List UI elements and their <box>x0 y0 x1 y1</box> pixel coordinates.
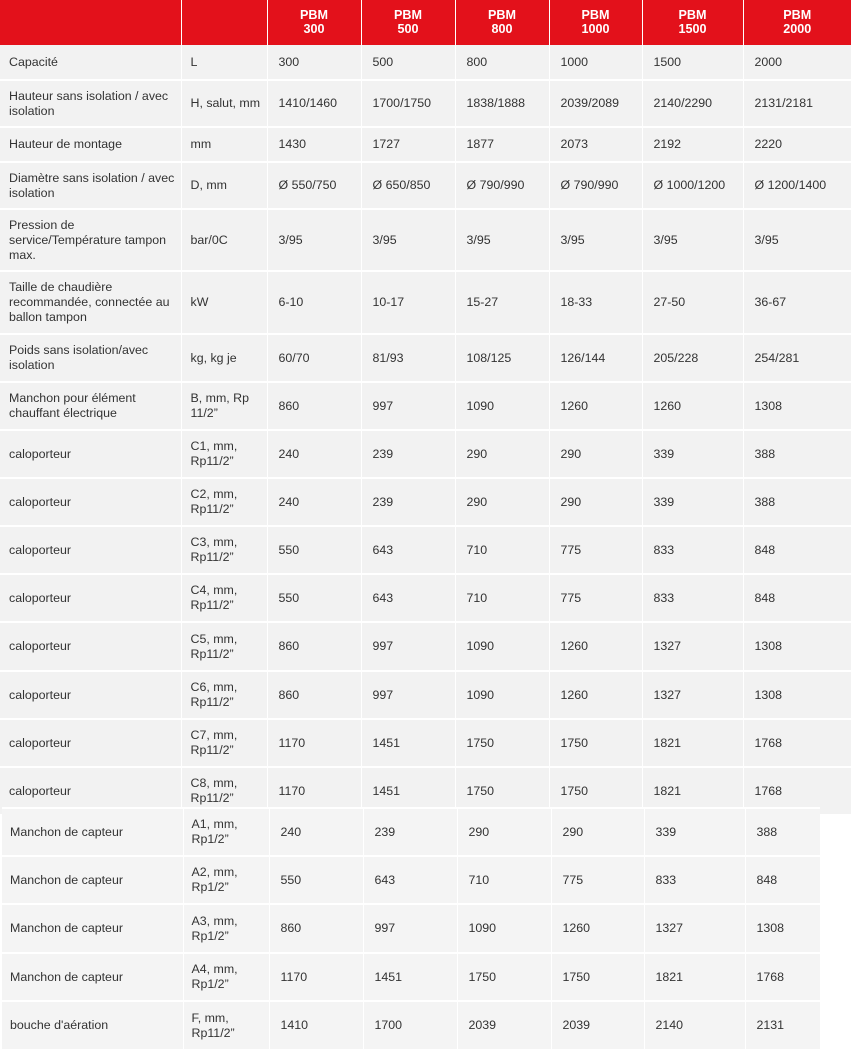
table-row <box>0 127 851 162</box>
pbm-2000-cell: 36-67 <box>743 271 851 334</box>
table-row <box>0 45 851 80</box>
parameter-cell: caloporteur <box>0 574 181 622</box>
pbm-300-cell: 300 <box>267 45 361 80</box>
pbm-500-cell: 1700/1750 <box>361 80 455 127</box>
pbm-300-cell: 1170 <box>269 953 363 1001</box>
parameter-cell: Taille de chaudière recommandée, connectée au ballon tampon <box>0 271 181 334</box>
parameter-cell: caloporteur <box>0 622 181 671</box>
pbm-500-cell: 10-17 <box>361 271 455 334</box>
pbm-300-cell: 6-10 <box>267 271 361 334</box>
parameter-cell: Manchon pour élément chauffant électrique <box>0 382 181 430</box>
pbm-800-cell: 800 <box>455 45 549 80</box>
pbm-1000-cell: 1260 <box>549 382 642 430</box>
pbm-500-cell: 500 <box>361 45 455 80</box>
unit-cell: kW <box>181 271 267 334</box>
unit-cell: A1, mm, Rp1/2” <box>183 808 269 856</box>
pbm-500-cell: Ø 650/850 <box>361 162 455 209</box>
pbm-2000-cell: 3/95 <box>743 209 851 271</box>
pbm-2000-cell: 848 <box>745 856 820 904</box>
pbm-300-cell: 240 <box>269 808 363 856</box>
unit-cell: C1, mm, Rp11/2” <box>181 430 267 478</box>
parameter-cell: Manchon de capteur <box>2 856 183 904</box>
pbm-1000-cell: 3/95 <box>549 209 642 271</box>
pbm-300-cell: 3/95 <box>267 209 361 271</box>
pbm-300-cell: 240 <box>267 478 361 526</box>
pbm-2000-cell: 1768 <box>743 767 851 814</box>
pbm-300-cell: 550 <box>267 574 361 622</box>
model-header-7: PBM 2000 <box>743 0 851 45</box>
pbm-2000-cell: 388 <box>743 430 851 478</box>
pbm-1000-cell: 1750 <box>549 767 642 814</box>
table-row <box>0 622 851 671</box>
pbm-300-cell: 60/70 <box>267 334 361 382</box>
pbm-2000-cell: 1308 <box>743 622 851 671</box>
pbm-1500-cell: 2140 <box>644 1001 745 1049</box>
pbm-800-cell: 108/125 <box>455 334 549 382</box>
pbm-800-cell: 1750 <box>457 953 551 1001</box>
table-row <box>0 271 851 334</box>
pbm-800-cell: 1750 <box>455 719 549 767</box>
pbm-300-cell: 550 <box>269 856 363 904</box>
pbm-300-cell: 860 <box>267 671 361 719</box>
pbm-1500-cell: 1821 <box>642 767 743 814</box>
table-row <box>2 904 820 953</box>
table-row <box>0 209 851 271</box>
pbm-500-cell: 643 <box>363 856 457 904</box>
pbm-500-cell: 1451 <box>361 719 455 767</box>
table-row <box>2 856 820 904</box>
pbm-1000-cell: Ø 790/990 <box>549 162 642 209</box>
pbm-800-cell: 290 <box>455 430 549 478</box>
pbm-1000-cell: 775 <box>551 856 644 904</box>
pbm-300-cell: 1410 <box>269 1001 363 1049</box>
pbm-800-cell: 710 <box>457 856 551 904</box>
pbm-1000-cell: 1260 <box>549 622 642 671</box>
unit-cell: C7, mm, Rp11/2” <box>181 719 267 767</box>
parameter-cell: Manchon de capteur <box>2 953 183 1001</box>
pbm-1000-cell: 1260 <box>551 904 644 953</box>
model-header-6: PBM 1500 <box>642 0 743 45</box>
pbm-2000-cell: 1308 <box>743 671 851 719</box>
sensor-table <box>2 807 820 1049</box>
parameter-cell: Diamètre sans isolation / avec isolation <box>0 162 181 209</box>
pbm-1500-cell: Ø 1000/1200 <box>642 162 743 209</box>
pbm-800-cell: 710 <box>455 526 549 574</box>
pbm-1500-cell: 1327 <box>642 671 743 719</box>
pbm-800-cell: 2039 <box>457 1001 551 1049</box>
unit-cell: C6, mm, Rp11/2” <box>181 671 267 719</box>
pbm-800-cell: 710 <box>455 574 549 622</box>
pbm-1000-cell: 126/144 <box>549 334 642 382</box>
header-row <box>0 0 851 45</box>
pbm-800-cell: 290 <box>455 478 549 526</box>
pbm-800-cell: 3/95 <box>455 209 549 271</box>
parameter-cell: bouche d'aération <box>2 1001 183 1049</box>
pbm-2000-cell: 2220 <box>743 127 851 162</box>
pbm-1500-cell: 2140/2290 <box>642 80 743 127</box>
unit-cell: A2, mm, Rp1/2” <box>183 856 269 904</box>
table-row <box>0 382 851 430</box>
pbm-1000-cell: 2073 <box>549 127 642 162</box>
pbm-800-cell: Ø 790/990 <box>455 162 549 209</box>
pbm-500-cell: 1727 <box>361 127 455 162</box>
pbm-800-cell: 1090 <box>455 671 549 719</box>
unit-cell: B, mm, Rp 11/2” <box>181 382 267 430</box>
pbm-300-cell: 1170 <box>267 719 361 767</box>
parameter-cell: caloporteur <box>0 719 181 767</box>
header-blank-cell <box>0 0 181 45</box>
model-header-5: PBM 1000 <box>549 0 642 45</box>
pbm-1000-cell: 775 <box>549 526 642 574</box>
pbm-300-cell: 240 <box>267 430 361 478</box>
table-row <box>0 80 851 127</box>
pbm-1000-cell: 775 <box>549 574 642 622</box>
pbm-1000-cell: 1260 <box>549 671 642 719</box>
pbm-1500-cell: 833 <box>642 526 743 574</box>
table-row <box>0 162 851 209</box>
pbm-2000-cell: 2000 <box>743 45 851 80</box>
pbm-1500-cell: 1821 <box>644 953 745 1001</box>
pbm-300-cell: Ø 550/750 <box>267 162 361 209</box>
pbm-1000-cell: 290 <box>551 808 644 856</box>
pbm-1500-cell: 27-50 <box>642 271 743 334</box>
unit-cell: L <box>181 45 267 80</box>
pbm-1000-cell: 1750 <box>549 719 642 767</box>
pbm-500-cell: 239 <box>361 430 455 478</box>
parameter-cell: Manchon de capteur <box>2 904 183 953</box>
pbm-1000-cell: 290 <box>549 430 642 478</box>
parameter-cell: Pression de service/Température tampon max. <box>0 209 181 271</box>
pbm-500-cell: 81/93 <box>361 334 455 382</box>
unit-cell: A3, mm, Rp1/2” <box>183 904 269 953</box>
pbm-2000-cell: 848 <box>743 526 851 574</box>
unit-cell: H, salut, mm <box>181 80 267 127</box>
pbm-1000-cell: 2039/2089 <box>549 80 642 127</box>
pbm-300-cell: 550 <box>267 526 361 574</box>
pbm-800-cell: 15-27 <box>455 271 549 334</box>
unit-cell: kg, kg je <box>181 334 267 382</box>
pbm-1500-cell: 2192 <box>642 127 743 162</box>
pbm-1500-cell: 833 <box>642 574 743 622</box>
pbm-1500-cell: 833 <box>644 856 745 904</box>
pbm-1500-cell: 1500 <box>642 45 743 80</box>
pbm-1500-cell: 3/95 <box>642 209 743 271</box>
parameter-cell: Manchon de capteur <box>2 808 183 856</box>
unit-cell: C8, mm, Rp11/2” <box>181 767 267 814</box>
table-row <box>0 719 851 767</box>
pbm-2000-cell: 848 <box>743 574 851 622</box>
unit-cell: C4, mm, Rp11/2” <box>181 574 267 622</box>
pbm-300-cell: 860 <box>267 382 361 430</box>
pbm-2000-cell: 1768 <box>745 953 820 1001</box>
pbm-2000-cell: Ø 1200/1400 <box>743 162 851 209</box>
pbm-500-cell: 239 <box>361 478 455 526</box>
unit-cell: C5, mm, Rp11/2” <box>181 622 267 671</box>
pbm-300-cell: 1410/1460 <box>267 80 361 127</box>
table-row <box>0 430 851 478</box>
parameter-cell: caloporteur <box>0 767 181 814</box>
pbm-1500-cell: 205/228 <box>642 334 743 382</box>
table-row <box>0 334 851 382</box>
parameter-cell: caloporteur <box>0 478 181 526</box>
pbm-1500-cell: 339 <box>644 808 745 856</box>
unit-cell: C2, mm, Rp11/2” <box>181 478 267 526</box>
unit-cell: D, mm <box>181 162 267 209</box>
pbm-2000-cell: 388 <box>745 808 820 856</box>
table-row <box>0 574 851 622</box>
pbm-1000-cell: 1750 <box>551 953 644 1001</box>
pbm-1500-cell: 339 <box>642 478 743 526</box>
table-row <box>0 478 851 526</box>
parameter-cell: Capacité <box>9 54 58 69</box>
table-row <box>0 671 851 719</box>
parameter-cell: Poids sans isolation/avec isolation <box>0 334 181 382</box>
pbm-300-cell: 1170 <box>267 767 361 814</box>
pbm-2000-cell: 2131/2181 <box>743 80 851 127</box>
pbm-1500-cell: 1821 <box>642 719 743 767</box>
pbm-800-cell: 1090 <box>455 382 549 430</box>
pbm-500-cell: 997 <box>361 382 455 430</box>
pbm-800-cell: 1090 <box>457 904 551 953</box>
pbm-300-cell: 860 <box>267 622 361 671</box>
pbm-800-cell: 1877 <box>455 127 549 162</box>
pbm-500-cell: 3/95 <box>361 209 455 271</box>
pbm-500-cell: 997 <box>361 622 455 671</box>
pbm-2000-cell: 254/281 <box>743 334 851 382</box>
pbm-1000-cell: 290 <box>549 478 642 526</box>
parameter-cell: caloporteur <box>0 430 181 478</box>
pbm-300-cell: 860 <box>269 904 363 953</box>
pbm-2000-cell: 1308 <box>745 904 820 953</box>
parameter-cell: caloporteur <box>0 671 181 719</box>
model-header-2: PBM 300 <box>267 0 361 45</box>
pbm-800-cell: 290 <box>457 808 551 856</box>
header-blank-cell <box>181 0 267 45</box>
pbm-500-cell: 997 <box>361 671 455 719</box>
table-row <box>2 1001 820 1049</box>
model-header-3: PBM 500 <box>361 0 455 45</box>
pbm-1500-cell: 1327 <box>642 622 743 671</box>
pbm-500-cell: 1451 <box>363 953 457 1001</box>
pbm-500-cell: 239 <box>363 808 457 856</box>
pbm-500-cell: 643 <box>361 574 455 622</box>
unit-cell: A4, mm, Rp1/2” <box>183 953 269 1001</box>
model-header-4: PBM 800 <box>455 0 549 45</box>
pbm-2000-cell: 1308 <box>743 382 851 430</box>
parameter-cell: Hauteur de montage <box>0 127 181 162</box>
parameter-cell: caloporteur <box>0 526 181 574</box>
pbm-500-cell: 1700 <box>363 1001 457 1049</box>
pbm-2000-cell: 388 <box>743 478 851 526</box>
unit-cell: mm <box>181 127 267 162</box>
pbm-800-cell: 1090 <box>455 622 549 671</box>
unit-cell: C3, mm, Rp11/2” <box>181 526 267 574</box>
parameter-cell: Hauteur sans isolation / avec isolation <box>0 80 181 127</box>
table-row <box>0 526 851 574</box>
pbm-1500-cell: 339 <box>642 430 743 478</box>
pbm-500-cell: 997 <box>363 904 457 953</box>
pbm-1500-cell: 1327 <box>644 904 745 953</box>
pbm-1000-cell: 1000 <box>549 45 642 80</box>
pbm-2000-cell: 2131 <box>745 1001 820 1049</box>
pbm-500-cell: 643 <box>361 526 455 574</box>
pbm-1500-cell: 1260 <box>642 382 743 430</box>
pbm-1000-cell: 18-33 <box>549 271 642 334</box>
table-row <box>2 808 820 856</box>
pbm-500-cell: 1451 <box>361 767 455 814</box>
pbm-800-cell: 1750 <box>455 767 549 814</box>
pbm-1000-cell: 2039 <box>551 1001 644 1049</box>
table-row <box>2 953 820 1001</box>
pbm-800-cell: 1838/1888 <box>455 80 549 127</box>
unit-cell: F, mm, Rp11/2” <box>183 1001 269 1049</box>
unit-cell: bar/0C <box>181 209 267 271</box>
pbm-2000-cell: 1768 <box>743 719 851 767</box>
pbm-300-cell: 1430 <box>267 127 361 162</box>
